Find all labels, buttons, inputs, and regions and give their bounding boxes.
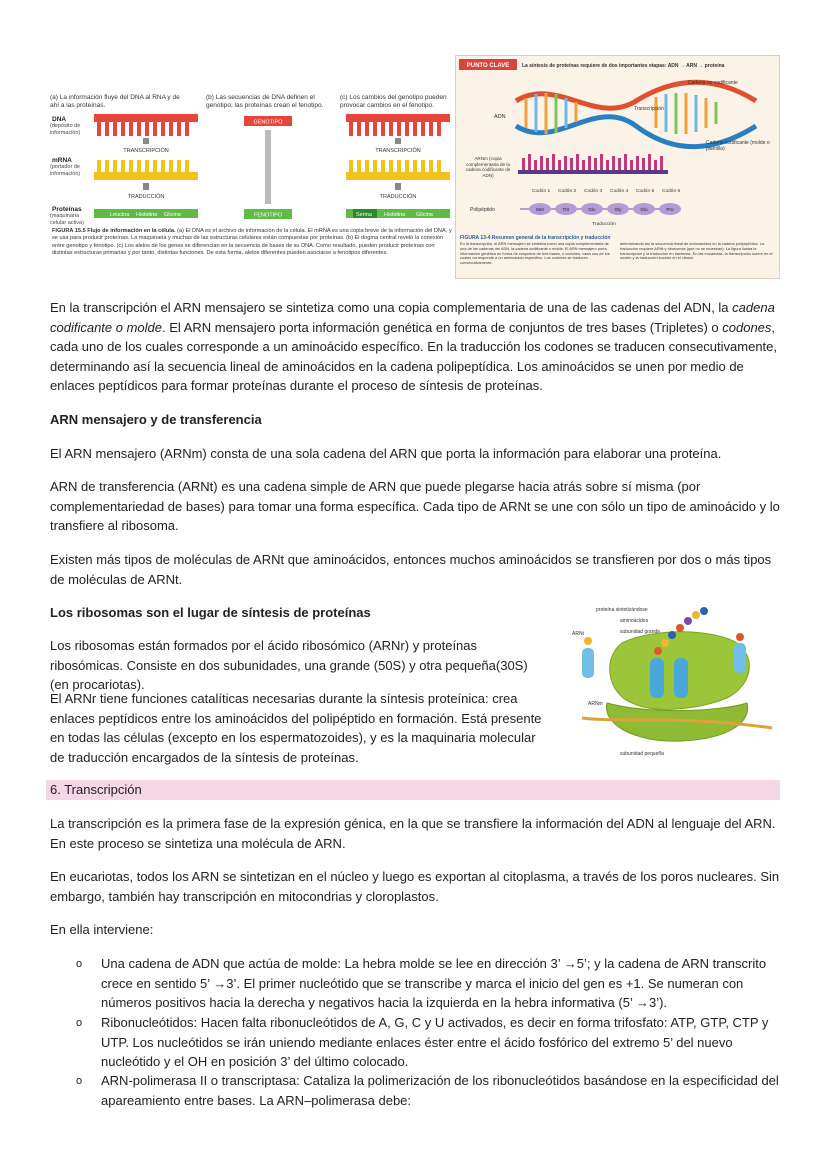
paragraph-arnt: ARN de transferencia (ARNt) es una cadena simple de ARN que puede plegarse hacia atrás sobre sí misma (por complementariedad de bases) para tomar una forma específica. Cada tipo de ARNt se une con sólo un tipo de aminoácido y lo transfiere al ribosoma.	[50, 479, 780, 534]
intro-paragraph: En la transcripción el ARN mensajero se sintetiza como una copia complementaria de una de las cadenas del ADN, la cadena codificante o molde. El ARN mensajero porta información genética en forma de conjuntos de tres bases (Tripletes) o codones, cada uno de los cuales corresponde a un aminoácido específico. En la traducción los codones se traducen consecutivamente, determinando así la secuencia lineal de aminoácidos en la cadena polipeptídica. Los aminoácidos se unen por medio de enlaces peptídicos para formar proteínas durante el proceso de síntesis de proteínas.	[50, 300, 778, 394]
label-aminoacidos: aminoácidos	[620, 618, 649, 624]
panel-c-traduccion: TRADUCCIÓN	[379, 194, 417, 200]
bullet-marker: o	[76, 1075, 83, 1087]
dna-sublabel: (depósito de información)	[50, 123, 81, 136]
panel-a-traduccion: TRADUCCIÓN	[127, 194, 165, 200]
panel-c-aa3: Glicina	[416, 212, 433, 218]
ribosome-figure	[562, 603, 780, 761]
key-point-header: La síntesis de proteínas requiere de dos importantes etapas: ADN → ARN → proteína	[522, 63, 725, 69]
protein-sublabel: (maquinaria celular activa)	[50, 213, 84, 226]
panel-b-title: (b) Las secuencias de DNA definen el genotipo; las proteínas crean el fenotipo.	[206, 94, 324, 109]
codon-5: Codón 5	[636, 189, 655, 194]
dna-double-helix	[516, 82, 756, 146]
aa-6: Pro	[666, 207, 674, 212]
label-arnm: ARNm	[588, 701, 603, 707]
paragraph-ribosomas-2: El ARNr tiene funciones catalíticas necesarias durante la síntesis proteínica: crea enlaces peptídicos entre los aminoácidos del polipéptido en formación. Está presente en todas las células (excepto en los espermatozoides), y es la maquinaria molecular de traducción encargados de la síntesis de proteínas.	[50, 691, 542, 765]
paragraph-arnm: El ARN mensajero (ARNm) consta de una sola cadena del ARN que porta la información para elaborar una proteína.	[50, 446, 722, 461]
aa-2: Thr	[562, 207, 570, 212]
panel-c-dna-strand	[346, 114, 450, 136]
mrna-label: ARNm (copia complementaria de la cadena codificante de ADN)	[465, 156, 511, 178]
polypeptide-chain	[520, 203, 681, 215]
figure-13-4	[455, 55, 780, 279]
emphasis-cadena: cadena codificante o molde	[50, 300, 775, 335]
key-point-label: PUNTO CLAVE	[466, 63, 510, 69]
panel-a-dna-strand	[94, 114, 198, 136]
paragraph-transcripcion-1: La transcripción es la primera fase de la expresión génica, en la que se transfiere la información del ADN al lenguaje del ARN. En este proceso se sintetiza una molécula de ARN.	[50, 816, 776, 851]
paragraph-transcripcion-2: En eucariotas, todos los ARN se sintetizan en el núcleo y luego es exportan al citoplasma, a través de los poros nucleares. Sin embargo, también hay transcripción en mitocondrias y cloroplastos.	[50, 869, 780, 904]
coding-strand-label: Cadena codificante (molde o plantilla)	[706, 140, 770, 152]
list-item: ARN-polimerasa II o transcriptasa: Cataliza la polimerización de los ribonucleótidos basándose en la especificidad del apareamiento entre bases. La ARN–polimerasa debe:	[101, 1073, 779, 1108]
ribosome-diagram	[562, 603, 780, 761]
figure-15-5	[50, 90, 454, 288]
codon-6: Codón 6	[662, 189, 681, 194]
panel-a-aa1: Leucina	[110, 212, 130, 218]
mrna-strand	[518, 154, 668, 174]
bullet-marker: o	[76, 1017, 83, 1029]
panel-c-mrna-strand	[346, 160, 450, 180]
paragraph-tipos: Existen más tipos de moléculas de ARNt que aminoácidos, entonces muchos aminoácidos se transfieren por dos o más tipos de moléculas de ARNt.	[50, 552, 772, 587]
figure-13-4-caption-title: FIGURA 13-4 Resumen general de la transcripción y traducción	[460, 235, 611, 241]
list-item: Una cadena de ADN que actúa de molde: La hebra molde se lee en dirección 3’ →5’; y la cadena de ARN transcrito crece en sentido 5’ →3’. El primer nucleótido que se transcribe y marca el inicio del gen es +1. Se numeran con números positivos hacia la derecha y negativos hacia la izquierda en la hebra informativa (5’ →3’).	[101, 956, 767, 1011]
adn-label: ADN	[494, 114, 506, 120]
bullet-marker: o	[76, 958, 83, 970]
codon-2: Codón 2	[558, 189, 577, 194]
polypeptide-label: Polipéptido	[470, 207, 495, 213]
panel-c-aa2: Histidina	[384, 212, 406, 218]
figure-15-5-caption-title: FIGURA 15.5 Flujo de información en la célula.	[52, 228, 176, 234]
panel-c-transcripcion: TRANSCRIPCIÓN	[375, 148, 421, 154]
panel-a-mrna-strand	[94, 160, 198, 180]
emphasis-codones: codones	[722, 319, 772, 335]
dna-label: DNA	[52, 116, 67, 123]
paragraph-ribosomas-1: Los ribosomas están formados por el ácido ribosómico (ARNr) y proteínas ribosómicas. Consiste en dos subunidades, una grande (50S) y otra pequeña(30S) (en procariotas).	[50, 638, 528, 693]
figure-13-4-caption-right: determinando así la secuencia lineal de aminoácidos en la cadena polipeptídica. La traducción requiere ARNt y ribosomas (que no se muestran). La figura ilustra la transcripción y la traducción en bacterias. En las eucariotas, la transcripción ocurre en el núcleo y la traducción sucede en el citosol.	[620, 242, 773, 261]
figure-15-5-caption-body: (a) El DNA es el archivo de información de la célula. El mRNA es una copia breve de la información del DNA, y se usa para producir proteínas. La maquinaria y muchas de las estructuras celulares están compuestas por proteínas. (b) El dogma central reveló la conexión entre genotipo y fenotipo. (c) Los alelos de los genes se diferencian en la secuencia de bases de su DNA. Como resultado, pueden producir proteínas con distintas estructuras primarias y por tanto, distintas funciones. De esta forma, alelos diferentes pueden asociarse a fenotipos diferentes.	[52, 228, 452, 256]
translation-label: Traducción	[592, 222, 616, 227]
label-subunidad-pequena: subunidad pequeña	[620, 751, 664, 757]
list-item: Ribonucleótidos: Hacen falta ribonucleótidos de A, G, C y U activados, es decir en forma trifosfato: ATP, GTP, CTP y UTP. Los nucleótidos se irán uniendo mediante enlaces éster entre el ácido fosfórico del extremo 5’ del nuevo nucleótido y el OH en posición 3’ del último colocado.	[101, 1015, 769, 1070]
label-proteina: proteína sintetizándose	[596, 607, 648, 613]
aa-3: Glu	[588, 207, 596, 212]
non-coding-strand-label: Cadena no codificante	[688, 80, 738, 86]
aa-5: Glu	[640, 207, 648, 212]
codon-row	[532, 188, 680, 194]
heading-arn: ARN mensajero y de transferencia	[50, 412, 262, 427]
panel-c-title: (c) Los cambios del genotipo pueden provocar cambios en el fenotipo.	[340, 94, 447, 109]
figure-13-4-diagram	[456, 56, 779, 278]
paragraph-interviene: En ella interviene:	[50, 922, 154, 937]
heading-ribosomas: Los ribosomas son el lugar de síntesis de proteínas	[50, 605, 371, 620]
panel-a-title: (a) La información fluye del DNA al RNA y de ahí a las proteínas.	[50, 94, 180, 109]
panel-c-aa1: Serina	[356, 212, 372, 218]
aa-1: Met	[536, 207, 544, 212]
panel-a-protein-chain	[94, 209, 198, 218]
panel-c-protein-chain	[346, 209, 450, 218]
figure-13-4-caption-left: En la transcripción, el ARN mensajero se sintetiza como una copia complementaria de una de las cadenas del ADN, la cadena codificante o molde. El ARN mensajero porta información genética en forma de conjuntos de tres bases, o codones, cada uno de los cuales corresponde a un aminoácido específico. Los codones se traducen consecutivamente.	[460, 242, 610, 266]
genotype-label: GENOTIPO	[253, 119, 283, 126]
codon-3: Codón 3	[584, 189, 603, 194]
section-heading: 6. Transcripción	[50, 782, 142, 797]
codon-4: Codón 4	[610, 189, 629, 194]
label-arnt: ARNt	[572, 631, 584, 637]
panel-a-aa2: Histidina	[136, 212, 158, 218]
figure-15-5-diagram	[50, 90, 454, 288]
mrna-label: mRNA	[52, 157, 72, 164]
aa-4: Gly	[614, 207, 622, 212]
codon-1: Codón 1	[532, 189, 551, 194]
panel-a-transcripcion: TRANSCRIPCIÓN	[123, 148, 169, 154]
section-heading-bar	[46, 780, 780, 800]
mrna-sublabel: (portador de información)	[50, 164, 81, 177]
protein-label: Proteínas	[52, 206, 82, 213]
transcription-label: Transcripción	[634, 106, 664, 112]
panel-a-aa3: Glicina	[164, 212, 181, 218]
label-subunidad-grande: subunidad grande	[620, 629, 661, 635]
phenotype-label: FENOTIPO	[253, 212, 283, 219]
